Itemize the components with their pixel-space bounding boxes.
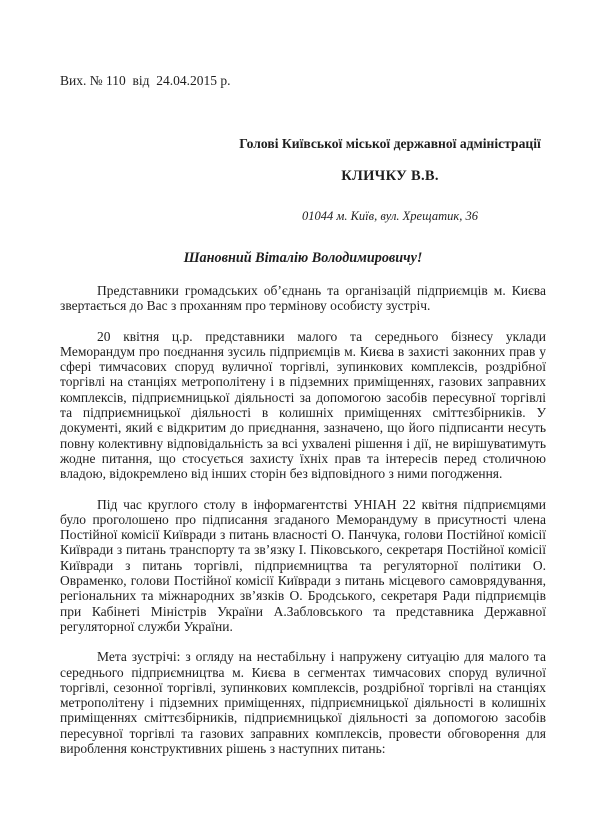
body-paragraph: 20 квітня ц.р. представники малого та середнього бізнесу уклади Меморандум про поєднання зусиль підприємців м. Києва в захисті законних прав у сфері тимчасових споруд вуличної торгівлі, зупинкових комплексів, роздрібної торгівлі на станціях метрополітену і в підземних приміщеннях, газових заправних комплексів, підприємницької діяльності за допомогою засобів пересувної торгівлі та підприємницької діяльності в колишніх приміщеннях сміттєзбірників. У документі, який є відкритим до приєднання, зазначено, що його підписанти несуть повну колективну відповідальність за всі ухвалені рішення і дії, не вирішуватимуть жодне питання, що стосується захисту їхніх прав та інтересів перед столичною владою, відокремлено від інших сторін без відповідного з ними погодження. bbox=[60, 328, 546, 482]
body-paragraph: Представники громадських об’єднань та організацій підприємців м. Києва звертається до Вас з проханням про термінову особисту зустріч. bbox=[60, 283, 546, 314]
outgoing-reference-line: Вих. № 110 від 24.04.2015 р. bbox=[60, 73, 231, 88]
addressee-address: 01044 м. Київ, вул. Хрещатик, 36 bbox=[302, 209, 478, 223]
letter-body bbox=[60, 283, 546, 771]
body-paragraph: Під час круглого столу в інформагентстві УНІАН 22 квітня підприємцями було проголошено про підписання згаданого Меморандуму в присутності члена Постійної комісії Київради з питань власності О. Панчука, голови Постійної комісії Київради з питань транспорту та зв’язку І. Піковського, секретаря Постійної комісії Київради з питань торгівлі, підприємництва та регуляторної політики О. Овраменко, голови Постійної комісії Київради з питань місцевого самоврядування, регіональних та міжнародних зв’язків О. Бродського, секретаря Ради підприємців при Кабінеті Міністрів України А.Забловського та представника Державної регуляторної служби України. bbox=[60, 496, 546, 634]
addressee-name: КЛИЧКУ В.В. bbox=[341, 168, 439, 184]
addressee-title: Голові Київської міської державної адміністрації bbox=[239, 136, 541, 151]
body-paragraph: Мета зустрічі: з огляду на нестабільну і напружену ситуацію для малого та середнього підприємництва м. Києва в сегментах тимчасових споруд вуличної торгівлі, сезонної торгівлі, зупинкових комплексів, роздрібної торгівлі на станціях метрополітену і підземних приміщеннях, підприємницької діяльності в колишніх приміщеннях сміттєзбірників, підприємницької діяльності за допомогою засобів пересувної торгівлі та газових заправних комплексів, провести обговорення для вироблення конструктивних рішень з наступних питань: bbox=[60, 649, 546, 757]
salutation: Шановний Віталію Володимировичу! bbox=[183, 250, 423, 266]
addressee-block bbox=[230, 136, 550, 224]
